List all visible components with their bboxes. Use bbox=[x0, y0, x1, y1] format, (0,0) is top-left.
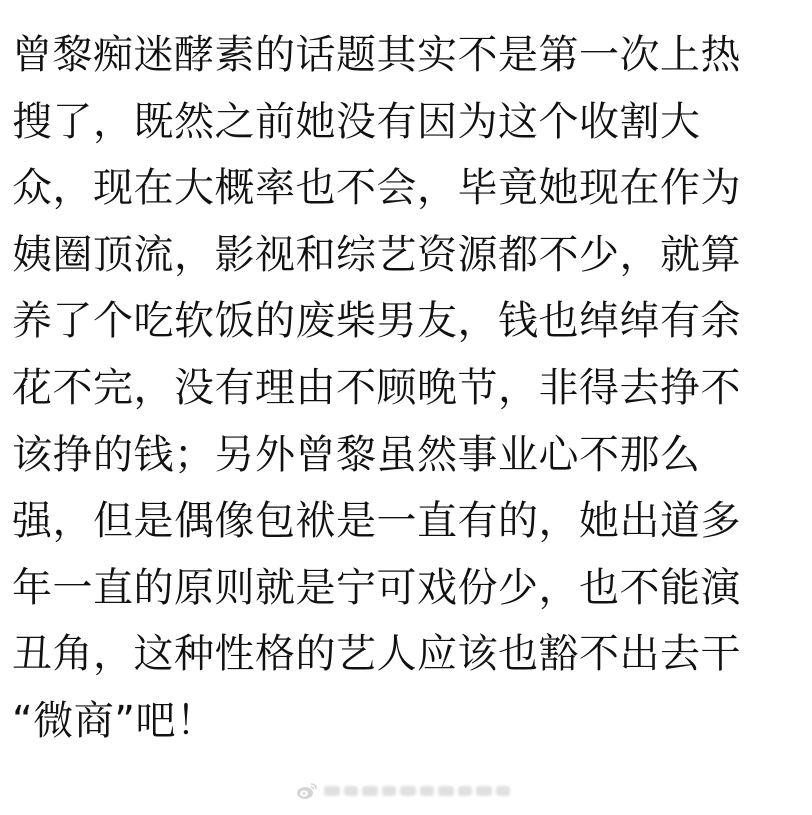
text-line: 曾黎痴迷酵素的话题其实不是第一次上热 bbox=[12, 32, 741, 78]
text-line: “微商”吧！ bbox=[12, 697, 217, 744]
text-line: 养了个吃软饭的废柴男友，钱也绰绰有余 bbox=[12, 298, 741, 345]
text-line: 花不完，没有理由不顾晚节，非得去挣不 bbox=[12, 364, 741, 411]
text-line: 年一直的原则就是宁可戏份少，也不能演 bbox=[12, 564, 741, 611]
text-line: 丑角，这种性格的艺人应该也豁不出去干 bbox=[12, 631, 741, 678]
text-line: 姨圈顶流，影视和综艺资源都不少，就算 bbox=[12, 231, 741, 278]
weibo-logo-icon bbox=[296, 782, 318, 800]
post-text bbox=[12, 22, 802, 755]
text-line: 强，但是偶像包袱是一直有的，她出道多 bbox=[12, 498, 741, 545]
watermark-blurred-text-icon bbox=[322, 783, 512, 799]
watermark bbox=[296, 780, 512, 802]
text-line: 搜了，既然之前她没有因为这个收割大 bbox=[12, 98, 701, 145]
text-line: 众，现在大概率也不会，毕竟她现在作为 bbox=[12, 165, 741, 212]
text-line: 该挣的钱；另外曾黎虽然事业心不那么 bbox=[12, 431, 701, 478]
